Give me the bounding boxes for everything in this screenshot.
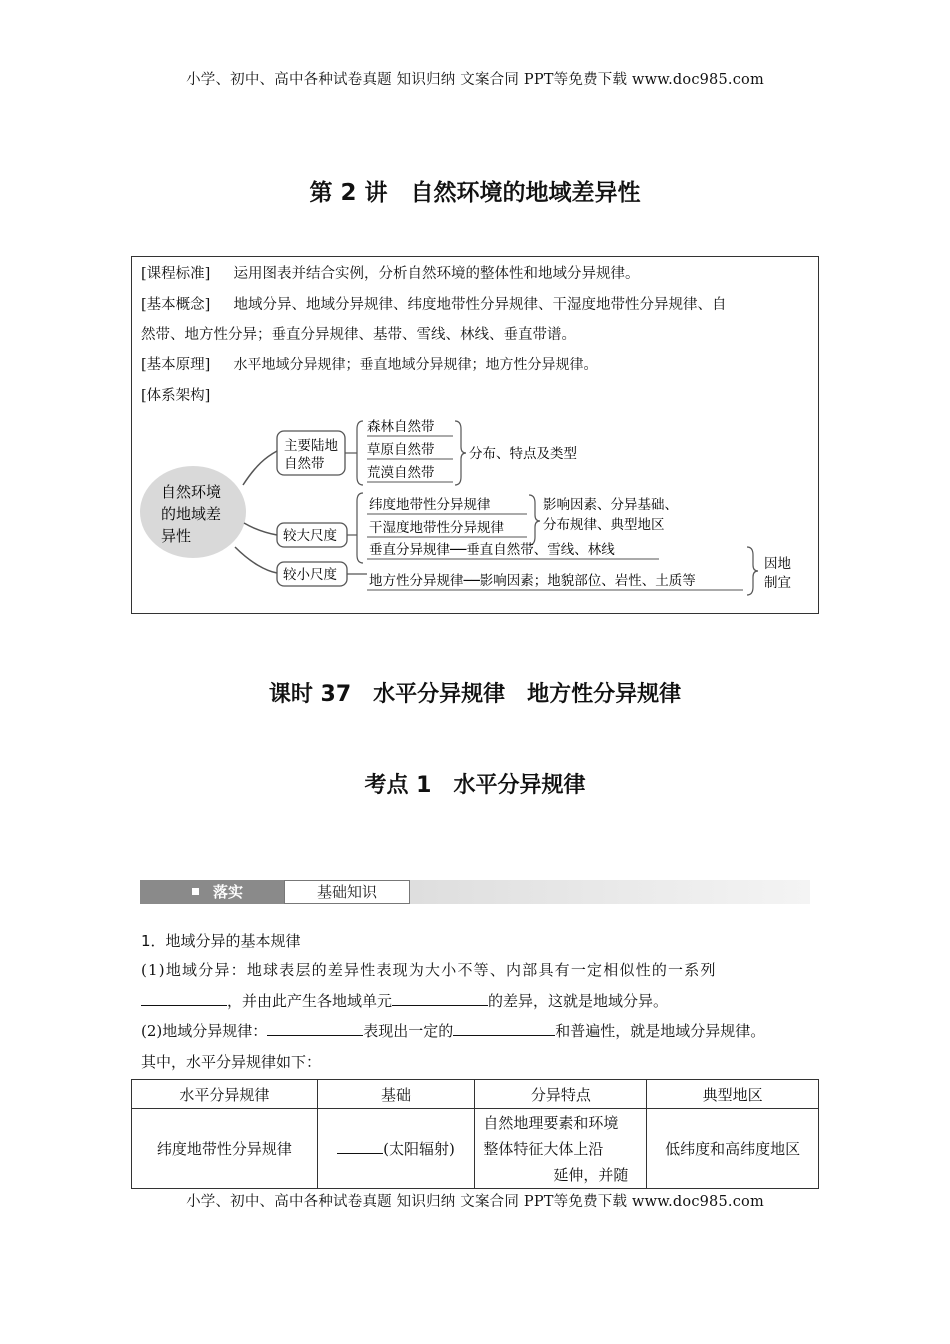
page-header: 小学、初中、高中各种试卷真题 知识归纳 文案合同 PPT等免费下载 www.doc985.com: [186, 72, 764, 88]
topic-title: 考点 1 水平分异规律: [364, 773, 586, 798]
large-note-1: 影响因素、分异基础、: [543, 497, 678, 513]
framework-label: [体系架构]: [141, 388, 211, 404]
band-left: 落实: [140, 880, 284, 904]
mindmap-center-line3: 异性: [161, 527, 192, 545]
overview-principles: [141, 355, 598, 375]
blank-3[interactable]: [267, 1021, 363, 1036]
band-square-icon: [192, 888, 199, 895]
section-p1-line2: ，并由此产生各地域单元 的差异，这就是地域分异。: [141, 991, 668, 1011]
lesson-title: 课时 37 水平分异规律 地方性分异规律: [268, 682, 682, 707]
blank-2[interactable]: [392, 991, 488, 1006]
table-header-row: [132, 1080, 819, 1109]
section-p3: 其中，水平分异规律如下：: [141, 1053, 322, 1071]
adapt-line2: 制宜: [764, 575, 791, 591]
concepts-text-1: 地域分异、地域分异规律、纬度地带性分异规律、干湿度地带性分异规律、自: [233, 297, 727, 313]
concepts-label: [基本概念]: [141, 297, 211, 313]
table-header: 分异特点: [475, 1080, 647, 1109]
principles-label: [基本原理]: [141, 357, 211, 373]
rule-latitudinal: 纬度地带性分异规律: [369, 497, 491, 513]
blank-1[interactable]: [141, 991, 227, 1006]
table-header: 基础: [317, 1080, 475, 1109]
rule-vertical: 垂直分异规律──垂直自然带、雪线、林线: [369, 542, 615, 558]
large-note-2: 分布规律、典型地区: [543, 517, 665, 533]
rule-moisture: 干湿度地带性分异规律: [369, 520, 504, 536]
zones-note: 分布、特点及类型: [469, 446, 577, 462]
overview-concepts: [141, 295, 727, 315]
overview-standard: [141, 264, 640, 284]
adapt-line1: 因地: [764, 556, 791, 572]
table-header: 典型地区: [647, 1080, 819, 1109]
table-cell-rule: 纬度地带性分异规律: [132, 1109, 318, 1189]
mindmap-diagram: [131, 405, 819, 610]
rule-local: 地方性分异规律──影响因素；地貌部位、岩性、土质等: [369, 573, 696, 589]
mindmap-center-line2: 的地域差: [161, 505, 222, 523]
section-band: [140, 880, 810, 904]
branch-large-label: 较大尺度: [283, 528, 337, 544]
table-row: [132, 1109, 819, 1189]
table-cell-feature: 自然地理要素和环境 整体特征大体上沿 延伸，并随: [475, 1109, 647, 1189]
zone-forest: 森林自然带: [367, 419, 435, 435]
band-right: 基础知识: [284, 880, 410, 904]
section-p2: (2)地域分异规律： 表现出一定的 和普遍性，就是地域分异规律。: [141, 1022, 766, 1040]
zone-desert: 荒漠自然带: [367, 465, 435, 481]
section-p1-line1: (1)地域分异：地球表层的差异性表现为大小不等、内部具有一定相似性的一系列: [141, 961, 717, 979]
section-heading: 1．地域分异的基本规律: [141, 932, 301, 950]
branch-small-label: 较小尺度: [283, 567, 337, 583]
standard-text: 运用图表并结合实例，分析自然环境的整体性和地域分异规律。: [233, 266, 640, 282]
branch-land-zones-line1: 主要陆地: [284, 438, 338, 454]
blank-5[interactable]: [337, 1139, 383, 1154]
table-header: 水平分异规律: [132, 1080, 318, 1109]
concepts-text-2: 然带、地方性分异；垂直分异规律、基带、雪线、林线、垂直带谱。: [141, 327, 576, 343]
horizontal-rules-table: [131, 1079, 819, 1189]
table-cell-basis: (太阳辐射): [317, 1109, 475, 1189]
standard-label: [课程标准]: [141, 266, 211, 282]
principles-text: 水平地域分异规律；垂直地域分异规律；地方性分异规律。: [233, 357, 598, 373]
zone-grassland: 草原自然带: [367, 442, 435, 458]
blank-4[interactable]: [453, 1021, 555, 1036]
mindmap-center-line1: 自然环境: [161, 483, 222, 501]
page-footer: 小学、初中、高中各种试卷真题 知识归纳 文案合同 PPT等免费下载 www.doc985.com: [0, 1190, 950, 1211]
chapter-title: 第 2 讲 自然环境的地域差异性: [309, 180, 641, 206]
table-cell-region: 低纬度和高纬度地区: [647, 1109, 819, 1189]
branch-land-zones-line2: 自然带: [284, 456, 325, 472]
